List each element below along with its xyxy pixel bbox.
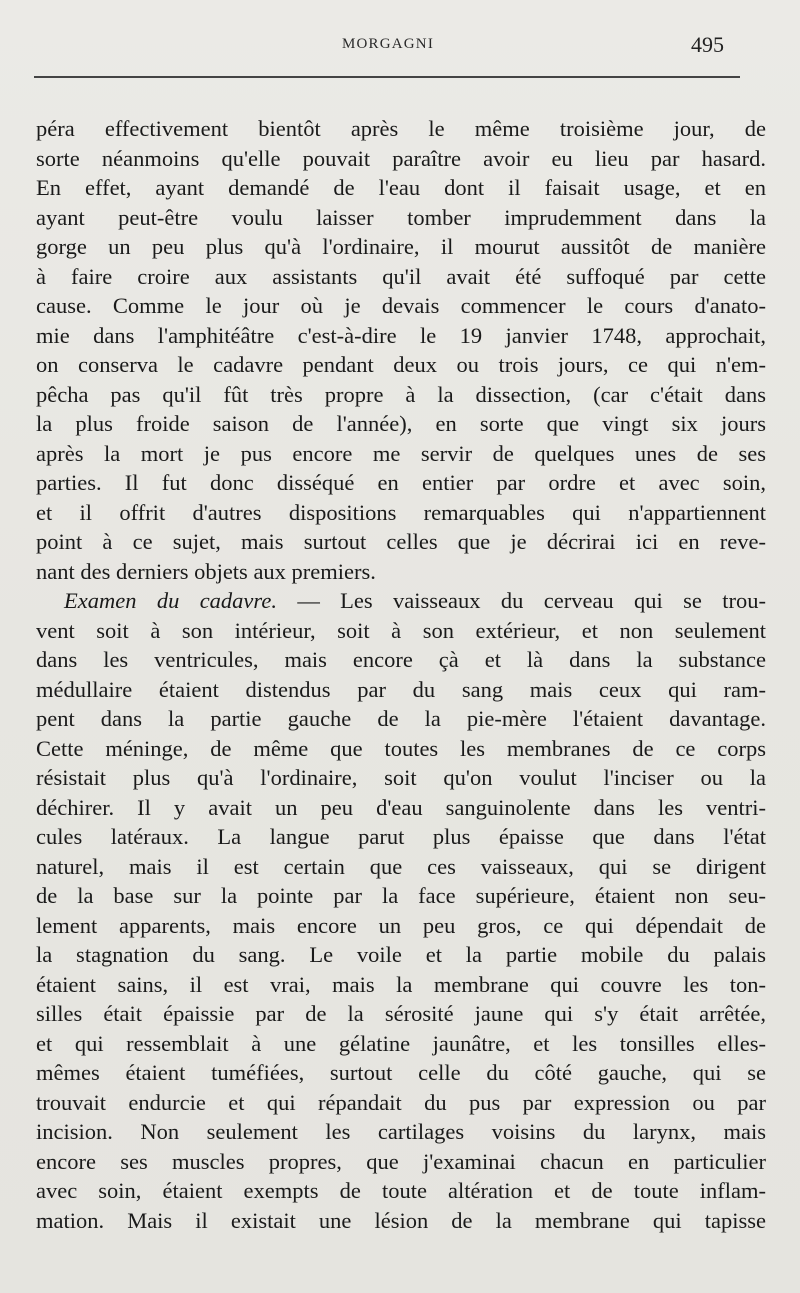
text-line: mie dans l'amphitéâtre c'est-à-dire le 19 janvier 1748, approchait, bbox=[36, 322, 766, 348]
text-line: la stagnation du sang. Le voile et la partie mobile du palais bbox=[36, 942, 766, 967]
text-line: pent dans la partie gauche de la pie-mère l'étaient davantage. bbox=[36, 706, 766, 731]
text-line: et il offrit d'autres dispositions remarquables qui n'appartiennent bbox=[36, 499, 766, 525]
text-line: mation. Mais il existait une lésion de la membrane qui tapisse bbox=[36, 1207, 766, 1233]
body-text bbox=[36, 114, 766, 1235]
text-line: la plus froide saison de l'année), en sorte que vingt six jours bbox=[36, 411, 766, 436]
text-line: après la mort je pus encore me servir de quelques unes de ses bbox=[36, 440, 766, 466]
text-line: ayant peut-être voulu laisser tomber imprudemment dans la bbox=[36, 204, 766, 230]
text-line: avec soin, étaient exempts de toute altération et de toute inflam- bbox=[36, 1178, 766, 1203]
text-line: dans les ventricules, mais encore çà et là dans la substance bbox=[36, 647, 766, 672]
text-line: parties. Il fut donc disséqué en entier par ordre et avec soin, bbox=[36, 470, 766, 495]
text-line: déchirer. Il y avait un peu d'eau sanguinolente dans les ventri- bbox=[36, 794, 766, 820]
text-line: pêcha pas qu'il fût très propre à la dissection, (car c'était dans bbox=[36, 381, 766, 407]
text-line: incision. Non seulement les cartilages voisins du larynx, mais bbox=[36, 1119, 766, 1144]
section-heading: Examen du cadavre. bbox=[64, 588, 277, 613]
running-head bbox=[36, 32, 740, 62]
text-line: cules latéraux. La langue parut plus épaisse que dans l'état bbox=[36, 824, 766, 849]
text-line: étaient sains, il est vrai, mais la membrane qui couvre les ton- bbox=[36, 971, 766, 997]
paragraph-first-line bbox=[36, 586, 766, 616]
text-line: de la base sur la pointe par la face supérieure, étaient non seu- bbox=[36, 883, 766, 908]
text-line: gorge un peu plus qu'à l'ordinaire, il mourut aussitôt de manière bbox=[36, 234, 766, 259]
text-line: péra effectivement bientôt après le même troisième jour, de bbox=[36, 116, 766, 141]
header-rule bbox=[34, 76, 740, 78]
text-line: encore ses muscles propres, que j'examinai chacun en particulier bbox=[36, 1148, 766, 1174]
text-line: mêmes étaient tuméfiées, surtout celle du côté gauche, qui se bbox=[36, 1060, 766, 1085]
text-line: nant des derniers objets aux premiers. bbox=[36, 558, 376, 584]
text-line: résistait plus qu'à l'ordinaire, soit qu'on voulut l'inciser ou la bbox=[36, 765, 766, 790]
text-line: médullaire étaient distendus par du sang mais ceux qui ram- bbox=[36, 676, 766, 702]
text-line: naturel, mais il est certain que ces vaisseaux, qui se dirigent bbox=[36, 853, 766, 879]
text-line: En effet, ayant demandé de l'eau dont il faisait usage, et en bbox=[36, 175, 766, 200]
text-line: silles était épaissie par de la sérosité jaune qui s'y était arrêtée, bbox=[36, 1001, 766, 1026]
text-line: et qui ressemblait à une gélatine jaunâtre, et les tonsilles elles- bbox=[36, 1030, 766, 1056]
text-span: — Les vaisseaux du cerveau qui se trou- bbox=[276, 588, 766, 613]
page-number: 495 bbox=[691, 32, 724, 57]
text-line: à faire croire aux assistants qu'il avait été suffoqué par cette bbox=[36, 263, 766, 289]
running-head-title: MORGAGNI bbox=[341, 36, 435, 52]
text-line: vent soit à son intérieur, soit à son extérieur, et non seulement bbox=[36, 617, 766, 643]
text-line: sorte néanmoins qu'elle pouvait paraître avoir eu lieu par hasard. bbox=[36, 145, 766, 171]
text-line: lement apparents, mais encore un peu gros, ce qui dépendait de bbox=[36, 912, 766, 938]
text-line: on conserva le cadavre pendant deux ou trois jours, ce qui n'em- bbox=[36, 352, 766, 377]
text-line: point à ce sujet, mais surtout celles que je décrirai ici en reve- bbox=[36, 529, 766, 554]
text-line: Cette méninge, de même que toutes les membranes de ce corps bbox=[36, 735, 766, 761]
text-line: cause. Comme le jour où je devais commencer le cours d'anato- bbox=[36, 293, 766, 318]
text-line: trouvait endurcie et qui répandait du pus par expression ou par bbox=[36, 1089, 766, 1115]
